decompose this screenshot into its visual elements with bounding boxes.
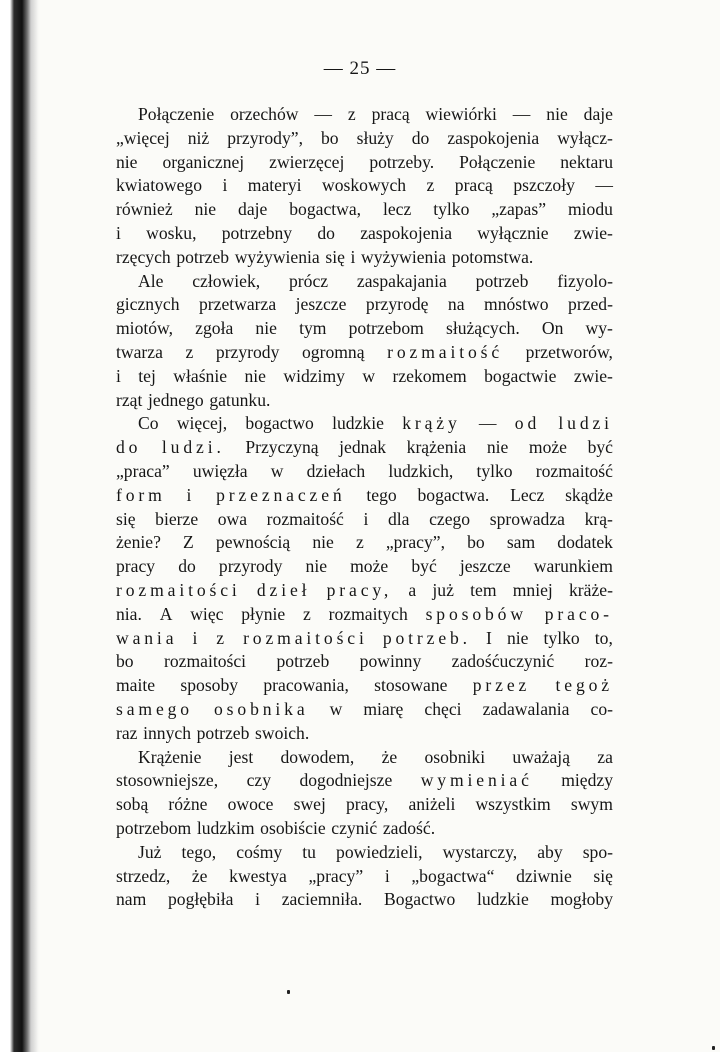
word: „zapas” <box>491 199 547 220</box>
word: gatunku. <box>209 389 271 410</box>
word: i <box>350 246 356 267</box>
word: dogodniejsze <box>299 770 393 791</box>
word: widzimy <box>283 365 345 386</box>
word: owoce <box>227 794 274 815</box>
text-line <box>116 198 613 222</box>
word: bo <box>116 651 134 672</box>
text-line <box>116 412 613 436</box>
ink-speck <box>287 990 290 994</box>
word: potrzeb <box>196 722 250 743</box>
word: nie <box>194 199 217 220</box>
word: wiewiórki <box>425 104 497 124</box>
word: żenie? <box>116 532 161 553</box>
word: wszystkim <box>475 794 551 815</box>
spaced-word: krąży <box>402 413 461 434</box>
spaced-word: przez <box>472 675 531 696</box>
word: rozmaitość <box>266 508 344 529</box>
word: rozmaitość <box>535 460 613 481</box>
word: zaspakajania <box>356 270 447 291</box>
word: nie <box>546 104 568 124</box>
word: właśnie <box>173 365 228 386</box>
word: nie <box>506 627 529 648</box>
word: dla <box>387 508 410 529</box>
word: nie <box>305 556 328 577</box>
word: więcej, <box>176 413 228 434</box>
word: owa <box>217 508 248 529</box>
word: więc <box>190 603 224 624</box>
word: pszczoły <box>513 175 575 196</box>
word: rozmaitości <box>164 651 247 672</box>
word: ogromną <box>302 341 365 362</box>
word: ludzkie <box>332 413 384 434</box>
word: woskowych <box>322 175 407 196</box>
binding-shadow <box>0 0 40 1052</box>
word: być <box>411 556 437 577</box>
spaced-word: z <box>216 627 228 648</box>
text-line <box>116 484 613 508</box>
word: co‐ <box>590 698 613 719</box>
word: pracą <box>371 104 410 124</box>
word: maite <box>116 675 156 696</box>
word: potrzebom <box>116 817 192 838</box>
word: dowodem, <box>280 746 355 767</box>
word: bo <box>320 127 339 148</box>
word: miarę <box>363 698 404 719</box>
word: zaspokojenia <box>360 222 453 243</box>
word: ludzkich, <box>388 460 454 481</box>
text-line <box>116 746 613 770</box>
word: czy <box>246 770 271 791</box>
word: i <box>116 222 121 243</box>
word: się <box>325 246 345 267</box>
word: dziwnie <box>516 865 572 886</box>
spaced-word: potrzeb. <box>382 627 471 648</box>
word: zwie‐ <box>573 365 613 386</box>
word: i <box>255 889 261 910</box>
word: ludzkie <box>476 889 529 910</box>
word: sposoby <box>180 675 239 696</box>
word: zaciemniła. <box>281 889 363 910</box>
word: pracą <box>454 175 493 196</box>
word: może <box>350 556 389 577</box>
word: zgoła <box>195 318 234 339</box>
word: stosowniejsze, <box>116 770 219 791</box>
word: jeszcze <box>295 294 347 315</box>
word: bogactwa. <box>417 484 490 505</box>
word: przyrody”, <box>227 127 303 148</box>
word: zadawalania <box>482 698 570 719</box>
spaced-word: pracy, <box>326 579 393 600</box>
word: nie <box>244 365 266 386</box>
word: człowiek, <box>192 270 261 291</box>
spaced-word: form <box>116 484 166 505</box>
word: się <box>593 865 613 886</box>
text-line <box>116 127 613 151</box>
word: skądże <box>565 484 613 505</box>
text-line <box>116 151 613 175</box>
word: tym <box>299 318 327 339</box>
word: pracowania, <box>263 675 349 696</box>
word: nia. <box>116 603 142 624</box>
word: potrzeb <box>276 651 330 672</box>
word: gicznych <box>116 294 180 315</box>
word: tylko <box>543 627 580 648</box>
text-line <box>116 341 613 365</box>
word: miodu <box>567 199 613 220</box>
spaced-word: i <box>186 484 196 505</box>
word: nie <box>255 318 277 339</box>
word: kwiatowego <box>116 175 202 196</box>
word: zwie‐ <box>573 222 613 243</box>
word: On <box>541 318 564 339</box>
word: i <box>222 175 228 196</box>
word: tylko <box>476 460 513 481</box>
word: Ale <box>138 270 164 291</box>
text-line <box>116 436 613 460</box>
text-line <box>116 888 613 912</box>
word: materyi <box>247 175 302 196</box>
word: „bogactwa“ <box>411 865 495 886</box>
text-line <box>116 817 613 841</box>
text-line <box>116 603 613 627</box>
text-line <box>116 246 613 270</box>
word: „praca” <box>116 460 170 481</box>
text-line <box>116 793 613 817</box>
word: tem <box>470 579 497 600</box>
word: krążenia <box>406 437 467 458</box>
word: potrzeb <box>176 246 230 267</box>
text-line <box>116 865 613 889</box>
word: pewnością <box>215 532 291 553</box>
word: — <box>595 175 613 196</box>
word: bo <box>467 532 485 553</box>
text-line <box>116 508 613 532</box>
text-line <box>116 555 613 579</box>
word: — <box>314 104 332 124</box>
spaced-word: przeznaczeń <box>216 484 346 505</box>
word: osobniki <box>424 746 486 767</box>
word: z <box>303 603 311 624</box>
word: jednego <box>148 389 204 410</box>
word: do <box>178 556 196 577</box>
word: pracy, <box>346 794 389 815</box>
word: nektaru <box>560 151 613 172</box>
text-line <box>116 531 613 555</box>
word: miotów, <box>116 318 174 339</box>
spaced-word: rozmaitości <box>116 579 241 600</box>
text-line <box>116 365 613 389</box>
word: na <box>447 294 465 315</box>
word: tylko <box>433 199 470 220</box>
body-text <box>116 103 613 912</box>
word: chęci <box>424 698 462 719</box>
word: służy <box>356 127 394 148</box>
word: nie <box>312 532 334 553</box>
text-line <box>116 103 613 127</box>
text-line <box>116 460 613 484</box>
word: rząt <box>116 389 143 410</box>
spaced-word: wania <box>116 627 178 648</box>
word: swej <box>293 794 326 815</box>
word: zadość. <box>382 817 436 838</box>
word: przyrodę <box>365 294 429 315</box>
word: z <box>355 532 364 553</box>
word: do <box>317 222 335 243</box>
word: już <box>432 579 454 600</box>
word: czynić <box>331 817 378 838</box>
word: przyrody <box>218 556 283 577</box>
word: swym <box>570 794 613 815</box>
word: rzekomem <box>392 365 467 386</box>
spaced-word: wymieniać <box>420 770 533 791</box>
spaced-word: sposobów <box>425 603 527 624</box>
word: i <box>363 508 369 529</box>
word: roz‐ <box>584 651 613 672</box>
word: innych <box>143 722 191 743</box>
word: wyłącznie <box>477 222 549 243</box>
word: Połączenie <box>459 151 536 172</box>
text-line <box>116 841 613 865</box>
word: nie <box>486 437 509 458</box>
word: sam <box>506 532 536 553</box>
spaced-word: osobnika <box>214 698 309 719</box>
word: tu <box>302 841 316 862</box>
word: kräże‐ <box>569 579 613 600</box>
word: zaspokojenia <box>447 127 540 148</box>
word: jest <box>228 746 254 767</box>
word: tej <box>138 365 156 386</box>
word: „pracy” <box>308 865 364 886</box>
word: z <box>185 341 194 362</box>
spaced-word: dzieł <box>256 579 311 600</box>
word: A <box>159 603 173 624</box>
word: między <box>561 770 613 791</box>
word: kwestya <box>229 865 287 886</box>
word: Przyczyną <box>245 437 319 458</box>
word: może <box>528 437 567 458</box>
word: nie <box>116 151 138 172</box>
spaced-word: rozmaitości <box>243 627 368 648</box>
word: bogactwa, <box>289 199 362 220</box>
word: cośmy <box>236 841 283 862</box>
word: płynie <box>241 603 286 624</box>
word: daje <box>583 104 613 124</box>
word: uwięzła <box>192 460 248 481</box>
text-line <box>116 698 613 722</box>
word: wystarczy, <box>442 841 518 862</box>
word: Lecz <box>510 484 545 505</box>
word: i <box>384 865 390 886</box>
word: I <box>486 627 492 648</box>
word: wyżywienia <box>361 246 447 267</box>
spaced-word: do <box>116 437 142 458</box>
word: niż <box>187 127 210 148</box>
ink-speck <box>712 1046 715 1050</box>
word: być <box>587 437 613 458</box>
word: mniej <box>512 579 553 600</box>
word: — <box>512 104 531 124</box>
word: Już <box>138 841 162 862</box>
spaced-word: ludzi <box>558 413 613 434</box>
word: jeszcze <box>459 556 511 577</box>
word: Bogactwo <box>383 889 456 910</box>
word: przyrody <box>215 341 280 362</box>
spaced-word: od <box>514 413 541 434</box>
word: zwierzęcej <box>269 151 345 172</box>
text-line <box>116 674 613 698</box>
text-line <box>116 317 613 341</box>
word: potrzebny <box>221 222 293 243</box>
word: potrzeb <box>475 270 529 291</box>
word: to, <box>594 627 613 648</box>
word: osobiście <box>260 817 326 838</box>
word: dziełach <box>306 460 366 481</box>
word: jednak <box>339 437 387 458</box>
word: tego, <box>181 841 217 862</box>
word: służących. <box>445 318 520 339</box>
word: wosku, <box>146 222 197 243</box>
word: potrzeby. <box>369 151 435 172</box>
word: wy‐ <box>585 318 613 339</box>
word: że <box>381 746 398 767</box>
word: w <box>329 698 343 719</box>
spaced-word: ludzi. <box>161 437 225 458</box>
text-line <box>116 222 613 246</box>
word: wyłącz‐ <box>557 127 613 148</box>
word: orzechów <box>230 104 299 124</box>
spaced-word: i <box>192 627 202 648</box>
word: Połączenie <box>138 104 215 124</box>
word: mnóstwo <box>484 294 549 315</box>
word: aby <box>537 841 563 862</box>
word: twarza <box>116 341 163 362</box>
word: pogłębiła <box>167 889 234 910</box>
word: mogłoby <box>550 889 613 910</box>
text-line <box>116 293 613 317</box>
word: Krążenie <box>138 746 202 767</box>
word: w <box>270 460 284 481</box>
word: powinny <box>359 651 422 672</box>
text-line <box>116 270 613 294</box>
word: przetworów, <box>525 341 613 362</box>
text-line <box>116 769 613 793</box>
word: z <box>426 175 435 196</box>
word: raz <box>116 722 138 743</box>
word: przetwarza <box>199 294 277 315</box>
word: tego <box>366 484 397 505</box>
word: z <box>347 104 356 124</box>
word: bierze <box>155 508 199 529</box>
word: swoich. <box>255 722 310 743</box>
word: „więcej <box>116 127 170 148</box>
word: różne <box>168 794 208 815</box>
word: do <box>411 127 430 148</box>
word: uważają <box>512 746 571 767</box>
word: krą‐ <box>584 508 613 529</box>
spaced-word: rozmaitość <box>387 341 504 362</box>
word: w <box>362 365 376 386</box>
word: sprowadza <box>489 508 565 529</box>
word: spo‐ <box>582 841 613 862</box>
word: bogactwo <box>245 413 314 434</box>
spaced-word: praco‐ <box>544 603 613 624</box>
word: przed‐ <box>568 294 613 315</box>
word: warunkiem <box>533 556 613 577</box>
spaced-word: samego <box>116 698 193 719</box>
word: daje <box>238 199 268 220</box>
text-line <box>116 722 613 746</box>
word: — <box>478 413 497 434</box>
word: że <box>191 865 208 886</box>
word: powiedzieli, <box>336 841 423 862</box>
word: Co <box>138 413 159 434</box>
text-line <box>116 650 613 674</box>
spaced-word: tegoż <box>555 675 613 696</box>
word: a <box>408 579 417 600</box>
word: fizyolo‐ <box>557 270 613 291</box>
word: również <box>116 199 173 220</box>
word: pracy <box>116 556 156 577</box>
word: sobą <box>116 794 149 815</box>
word: za <box>597 746 613 767</box>
word: aniżeli <box>408 794 456 815</box>
word: czego <box>429 508 471 529</box>
word: potomstwa. <box>451 246 534 267</box>
word: Z <box>183 532 194 553</box>
word: rozmaitych <box>328 603 408 624</box>
word: wyżywienia <box>234 246 320 267</box>
word: nam <box>116 889 147 910</box>
word: się <box>116 508 136 529</box>
word: prócz <box>289 270 329 291</box>
word: strzedz, <box>116 865 171 886</box>
word: i <box>116 365 121 386</box>
text-line <box>116 174 613 198</box>
word: bogactwie <box>484 365 557 386</box>
text-line <box>116 627 613 651</box>
word: potrzebom <box>348 318 424 339</box>
word: dodatek <box>557 532 613 553</box>
word: zadośćuczynić <box>451 651 555 672</box>
text-line <box>116 389 613 413</box>
word: lecz <box>382 199 412 220</box>
text-line <box>116 579 613 603</box>
page-number: — 25 — <box>323 58 397 79</box>
word: stosowane <box>374 675 448 696</box>
word: rzęcych <box>116 246 171 267</box>
word: organicznej <box>162 151 245 172</box>
word: ludzkim <box>196 817 255 838</box>
word: „pracy”, <box>385 532 445 553</box>
